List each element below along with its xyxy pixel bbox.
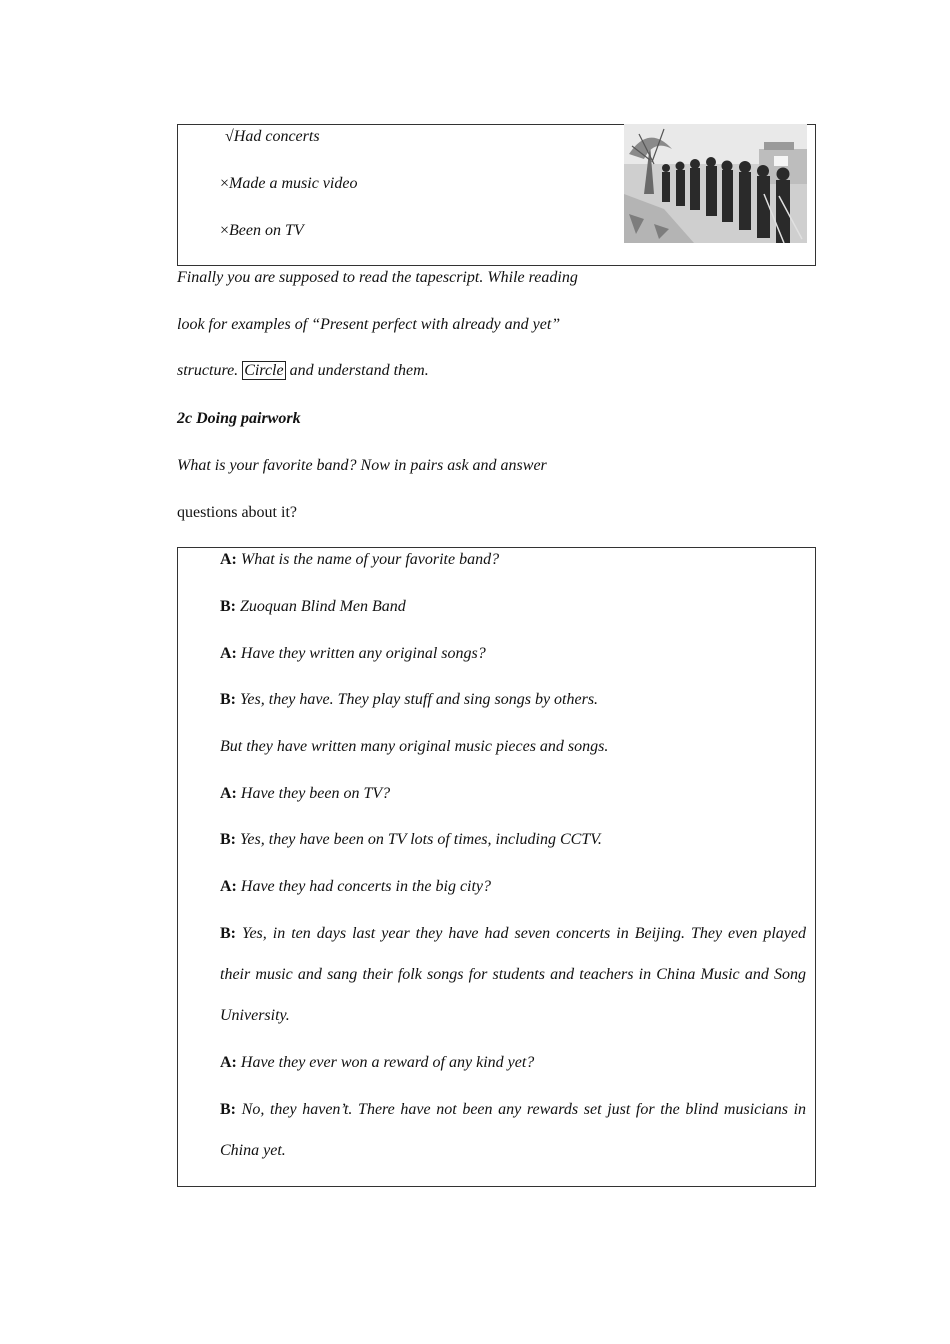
dialogue-line: A: What is the name of your favorite band? bbox=[220, 551, 500, 568]
speaker-label: A: bbox=[220, 878, 237, 895]
circled-word: Circle bbox=[244, 362, 284, 379]
section-prompt-line-1: What is your favorite band? Now in pairs ask and answer bbox=[177, 457, 547, 474]
section-title: 2c Doing pairwork bbox=[177, 410, 301, 427]
speaker-label: B: bbox=[220, 925, 236, 942]
instruction-line-2: look for examples of “Present perfect with already and yet” bbox=[177, 316, 561, 333]
dialogue-line: A: Have they ever won a reward of any kind yet? bbox=[220, 1054, 535, 1071]
section-prompt-line-2: questions about it? bbox=[177, 504, 297, 521]
speaker-label: B: bbox=[220, 598, 236, 615]
cross-mark-icon: × bbox=[220, 175, 230, 192]
speaker-label: B: bbox=[220, 1101, 236, 1118]
speaker-label: B: bbox=[220, 831, 236, 848]
instruction-line-1: Finally you are supposed to read the tapescript. While reading bbox=[177, 269, 578, 286]
speaker-label: A: bbox=[220, 785, 237, 802]
check-mark-icon: √ bbox=[225, 128, 234, 145]
checklist-item-3: ×Been on TV bbox=[220, 222, 304, 239]
cross-mark-icon: × bbox=[220, 222, 230, 239]
dialogue-line: A: Have they had concerts in the big city? bbox=[220, 878, 492, 895]
dialogue-paragraph: B: No, they haven’t. There have not been any rewards set just for the blind musicians in China yet. bbox=[220, 1101, 807, 1159]
dialogue-line: B: Yes, they have been on TV lots of times, including CCTV. bbox=[220, 831, 602, 848]
dialogue-line: But they have written many original music pieces and songs. bbox=[220, 738, 609, 755]
instruction-line-3: structure. Circle and understand them. bbox=[177, 362, 429, 379]
dialogue-paragraph: B: Yes, in ten days last year they have had seven concerts in Beijing. They even played their music and sang their folk songs for students and teachers in China Music and Song University. bbox=[220, 925, 807, 1024]
speaker-label: A: bbox=[220, 645, 237, 662]
speaker-label: B: bbox=[220, 691, 236, 708]
checklist-item-2: ×Made a music video bbox=[220, 175, 358, 192]
dialogue-line: A: Have they written any original songs? bbox=[220, 645, 486, 662]
speaker-label: A: bbox=[220, 1054, 237, 1071]
band-photo-icon bbox=[624, 124, 807, 243]
speaker-label: A: bbox=[220, 551, 237, 568]
dialogue-line: B: Yes, they have. They play stuff and sing songs by others. bbox=[220, 691, 599, 708]
checklist-item-1: √Had concerts bbox=[225, 128, 320, 145]
dialogue-line: B: Zuoquan Blind Men Band bbox=[220, 598, 406, 615]
dialogue-line: A: Have they been on TV? bbox=[220, 785, 391, 802]
